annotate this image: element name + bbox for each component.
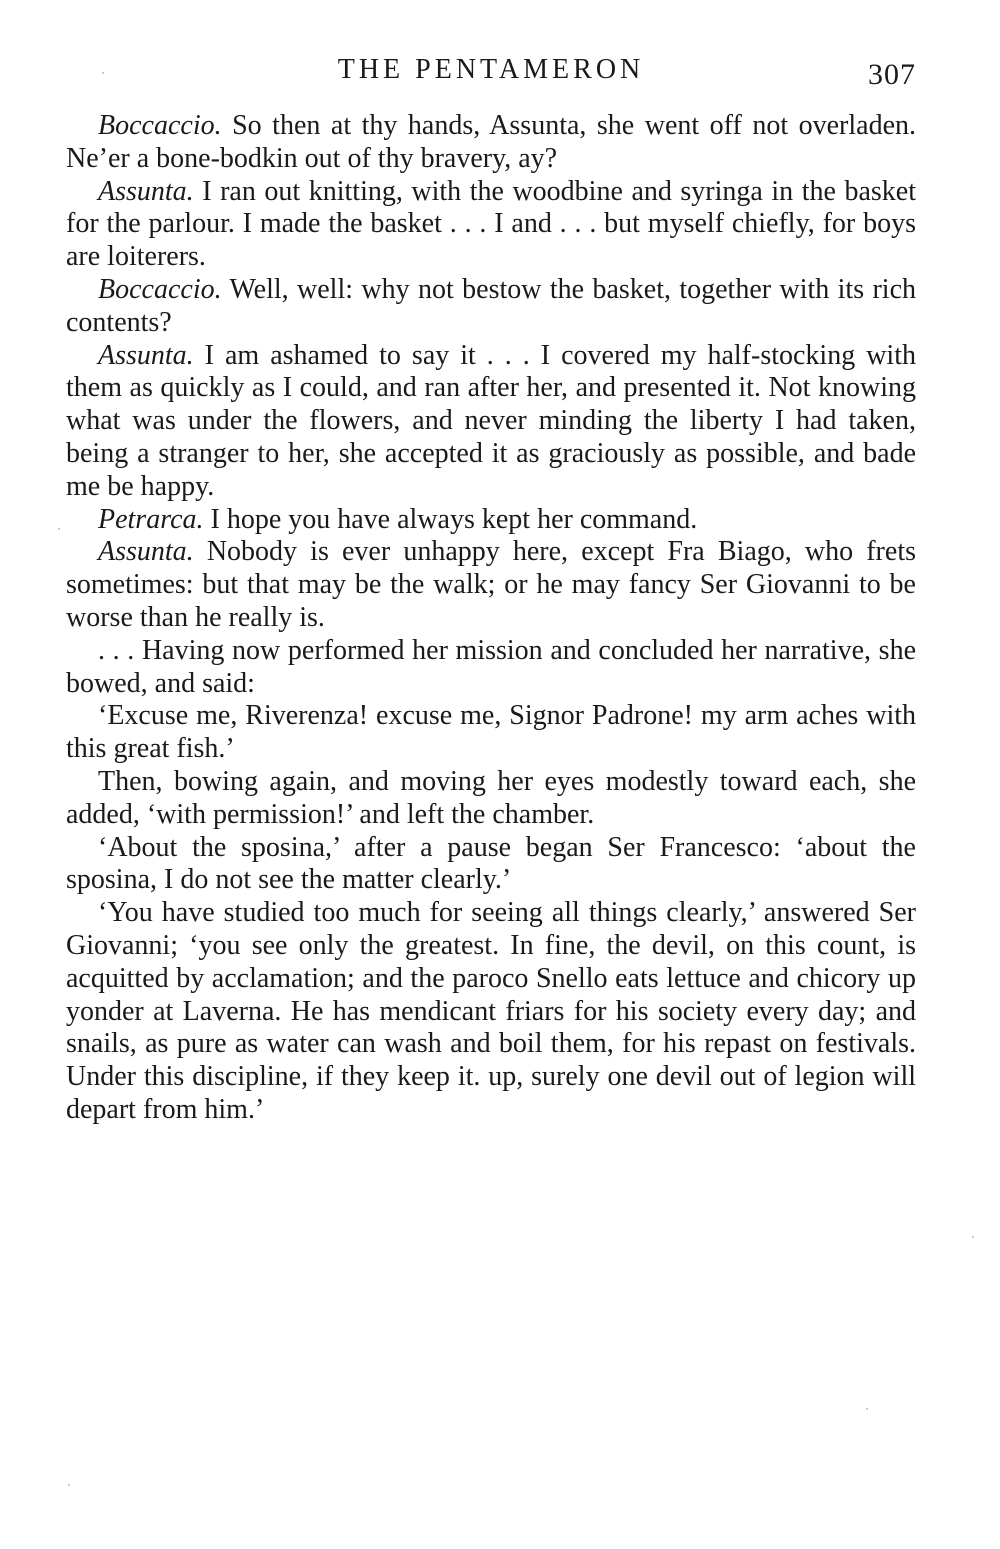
paragraph-text: I ran out knitting, with the woodbine and syringa in the basket for the parlour. I made the basket . . . I and . . . but myself chiefly, for boys are loiterers. — [66, 175, 916, 273]
speaker-name: Assunta. — [98, 536, 194, 568]
paragraph — [66, 110, 916, 176]
speaker-name: Boccaccio. — [98, 110, 222, 141]
paper-speck — [68, 1484, 70, 1486]
paragraph-text: ‘You have studied too much for seeing all things clearly,’ answered Ser Giovanni; ‘you see only the greatest. In fine, the devil, on this count, is acquitted by acclamation; and the paroco Snello eats lettuce and chicory up yonder at Laverna. He has mendicant friars for his society every day; and snails, as pure as water can wash and boil them, for his repast on festivals. Under this discipline, if they keep it. up, surely one devil out of legion will depart from him.’ — [66, 897, 916, 1125]
paragraph — [66, 274, 916, 340]
paragraph-text: Well, well: why not bestow the basket, together with its rich contents? — [66, 273, 916, 338]
running-head — [66, 50, 916, 100]
paragraph-text: So then at thy hands, Assunta, she went off not overladen. Ne’er a bone-bodkin out of thy bravery, ay? — [66, 110, 916, 174]
paragraph — [66, 340, 916, 504]
running-title: THE PENTAMERON — [337, 54, 645, 85]
paragraph — [66, 700, 916, 766]
paper-speck — [972, 1236, 974, 1238]
paragraph — [66, 635, 916, 701]
paragraph — [66, 832, 916, 898]
paragraph — [66, 176, 916, 274]
paper-speck — [102, 72, 104, 74]
paragraph — [66, 504, 916, 537]
paragraph — [66, 897, 916, 1127]
page-number: 307 — [868, 58, 916, 91]
paragraph — [66, 766, 916, 832]
paragraph-text: Nobody is ever unhappy here, except Fra Biago, who frets sometimes: but that may be the walk; or he may fancy Ser Giovanni to be worse than he really is. — [66, 536, 916, 633]
paragraph — [66, 536, 916, 634]
speaker-name: Boccaccio. — [98, 273, 222, 305]
speaker-name: Assunta. — [98, 175, 194, 207]
paragraph-text: ‘About the sposina,’ after a pause began Ser Francesco: ‘about the sposina, I do not see the matter clearly.’ — [66, 831, 916, 896]
paragraph-text: I hope you have always kept her command. — [203, 503, 698, 535]
body-text — [66, 110, 916, 1127]
paragraph-text: Then, bowing again, and moving her eyes modestly toward each, she added, ‘with permission!’ and left the chamber. — [66, 765, 916, 830]
paragraph-text: ‘Excuse me, Riverenza! excuse me, Signor Padrone! my arm aches with this great fish.’ — [66, 700, 916, 765]
speaker-name: Petrarca. — [98, 503, 204, 535]
speaker-name: Assunta. — [98, 339, 194, 371]
paragraph-text: I am ashamed to say it . . . I covered my half-stocking with them as quickly as I could, and ran after her, and presented it. Not knowing what was under the flowers, and never minding the liberty I had taken, being a stranger to her, she accepted it as graciously as possible, and bade me be happy. — [66, 339, 916, 502]
paper-speck — [58, 528, 60, 530]
paragraph-text: . . . Having now performed her mission and concluded her narrative, she bowed, and said: — [66, 634, 916, 699]
paper-speck — [866, 1408, 868, 1410]
